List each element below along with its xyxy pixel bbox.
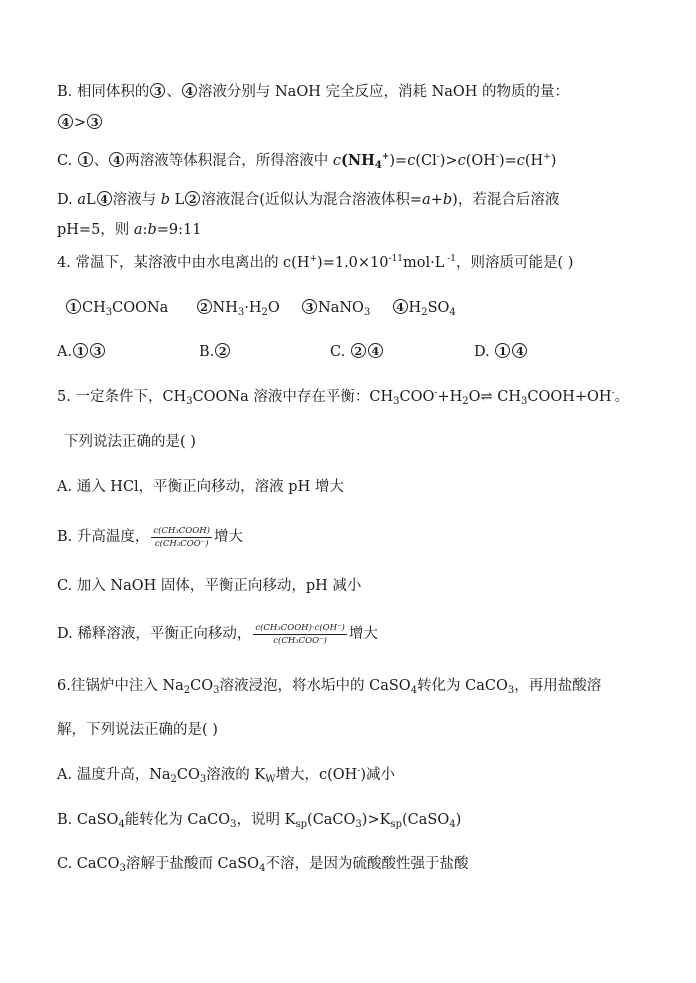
circled-number: 4 xyxy=(512,343,527,358)
solute-item: 2 $NH_3\cdot H_2O$ xyxy=(196,300,280,316)
circled-number: 4 xyxy=(58,114,73,129)
fraction: $\frac{\text{c(CH₃COOH)·c(OH⁻)}}{\text{c(CH₃COO⁻)}}$ xyxy=(255,622,345,646)
question-4-solutes xyxy=(65,298,456,318)
circled-number: 4 xyxy=(393,299,408,314)
option-b-line1: B. 相同体积的 3 、 4 溶液分别与 NaOH 完全反应，消耗 NaOH 的物质的量： xyxy=(57,84,570,100)
circled-number: 1 xyxy=(73,343,88,358)
circled-number: 2 xyxy=(215,343,230,358)
option-6b: B. CaSO$_4$能转化为 CaCO$_3$，说明 $K_{sp}(CaCO_3)>K_{sp}(CaSO_4)$ xyxy=(57,812,462,830)
option-5c: C. 加入 NaOH 固体，平衡正向移动，pH 减小 xyxy=(57,578,362,594)
solute-item: 4 $H_2SO_4$ xyxy=(392,300,456,316)
solute-item: 3 NaNO$_3$ xyxy=(301,300,370,316)
option-6a: A. 温度升高，$Na_2CO_3$溶液的 $K_W$增大，c(OH-)减小 xyxy=(57,766,396,785)
circled-number: 4 xyxy=(368,343,383,358)
circled-number: 4 xyxy=(109,152,124,167)
solute-item: 1 $CH_3COONa$ xyxy=(65,300,168,316)
option-5d: D. 稀释溶液，平衡正向移动， $\frac{\text{c(CH₃COOH)·c(OH⁻)}}{\text{c(CH₃COO⁻)}}$ 增大 xyxy=(57,622,378,646)
option-d-line2: pH=5，则 a:b=9:11 xyxy=(57,222,202,238)
option-4b: B. 2 xyxy=(199,342,231,362)
fraction: $\frac{\text{c(CH₃COOH)}}{\text{c(CH₃COO⁻)}}$ xyxy=(153,525,210,549)
circled-number: 1 xyxy=(78,152,93,167)
option-4c: C. 2 4 xyxy=(330,342,384,362)
option-5a: A. 通入 HCl，平衡正向移动，溶液 pH 增大 xyxy=(57,479,344,495)
question-4-stem: 4. 常温下，某溶液中由水电离出的 $c(H^+)=1.0\times 10^{-11}mol\cdot L$ $^{-1}$，则溶质可能是( ) xyxy=(57,254,574,271)
option-c-line: C. 1 、 4 两溶液等体积混合，所得溶液中 $c(NH_4^+)=c(Cl^-)>c(OH^-)=c(H^+)$ xyxy=(57,152,557,171)
circled-number: 1 xyxy=(495,343,510,358)
circled-number: 4 xyxy=(182,83,197,98)
circled-number: 2 xyxy=(351,343,366,358)
question-6-stem: 6.往锅炉中注入 $Na_2CO_3$溶液浸泡，将水垢中的 CaSO$_4$转化为 CaCO$_3$，再用盐酸溶 xyxy=(57,678,602,696)
circled-number: 2 xyxy=(185,191,200,206)
option-5b: B. 升高温度， $\frac{\text{c(CH₃COOH)}}{\text{c(CH₃COO⁻)}}$ 增大 xyxy=(57,525,243,549)
circled-number: 2 xyxy=(197,299,212,314)
option-b-line2: 4 > 3 xyxy=(57,113,103,133)
circled-number: 3 xyxy=(150,83,165,98)
question-5-prompt: 下列说法正确的是( ) xyxy=(64,434,196,450)
circled-number: 1 xyxy=(66,299,81,314)
circled-number: 3 xyxy=(302,299,317,314)
option-4d: D. 1 4 xyxy=(474,342,528,362)
option-d-line1: D. aL 4 溶液与 b L 2 溶液混合(近似认为混合溶液体积=a+b)，若混合后溶液 xyxy=(57,192,560,208)
question-6-prompt: 解，下列说法正确的是( ) xyxy=(57,722,218,738)
circled-number: 3 xyxy=(87,114,102,129)
circled-number: 4 xyxy=(97,191,112,206)
option-6c: C. CaCO$_3$溶解于盐酸而 CaSO$_4$不溶，是因为硫酸酸性强于盐酸 xyxy=(57,856,469,874)
question-5-stem: 5. 一定条件下，$CH_3COONa$ 溶液中存在平衡：$CH_3COO^-+H_2O\rightleftharpoons$ $CH_3COOH+OH^-$。 xyxy=(57,388,630,407)
circled-number: 3 xyxy=(90,343,105,358)
option-4a: A. 1 3 xyxy=(57,342,106,362)
